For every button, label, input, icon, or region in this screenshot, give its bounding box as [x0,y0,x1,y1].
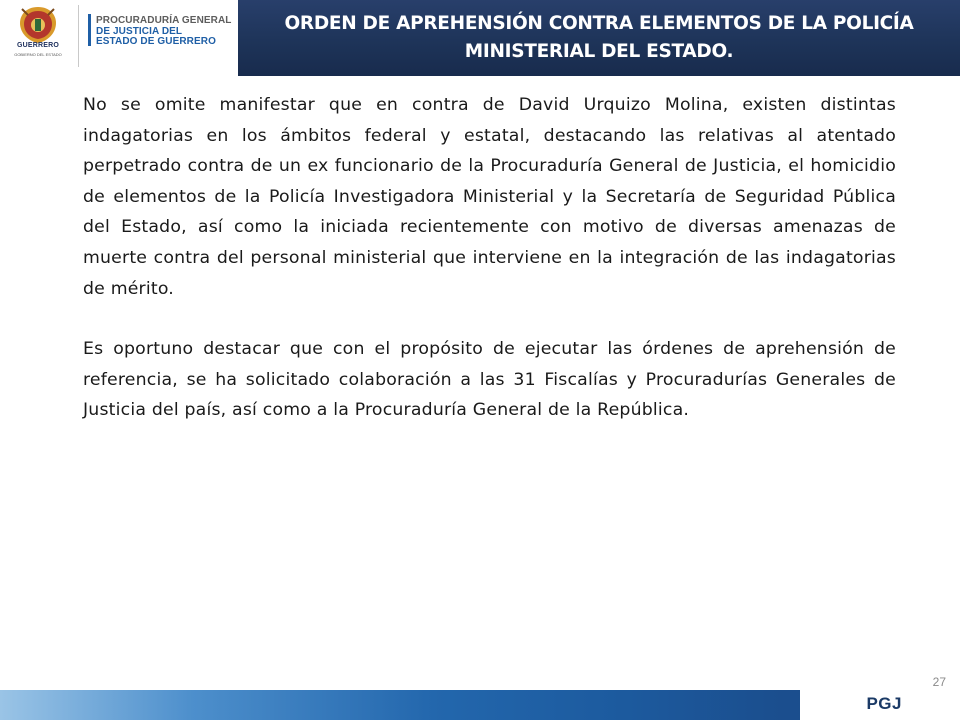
state-name: GUERRERO [16,42,60,49]
slide-header [0,0,960,78]
agency-name-line-3: ESTADO DE GUERRERO [96,36,216,47]
page-number: 27 [932,675,946,689]
slide-title: ORDEN DE APREHENSIÓN CONTRA ELEMENTOS DE LA POLICÍA MINISTERIAL DEL ESTADO. [284,13,914,62]
header-divider [78,5,79,67]
footer-label: PGJ [866,694,902,713]
agency-name-line-2: DE JUSTICIA DEL [96,26,183,37]
footer-bar [0,690,960,720]
agency-name-line-1: PROCURADURÍA GENERAL [96,15,232,26]
paragraph-2: Es oportuno destacar que con el propósito de ejecutar las órdenes de aprehensión de referencia, se ha solicitado colaboración a las 31 Fiscalías y Procuradurías Generales de Justicia del país, así como a la Procuraduría General de la República. [83,339,896,421]
slide-body [83,90,896,426]
state-subtitle: GOBIERNO DEL ESTADO [14,52,62,57]
paragraph-1: No se omite manifestar que en contra de David Urquizo Molina, existen distintas indagatorias en los ámbitos federal y estatal, destacando las relativas al atentado perpetrado contra de un ex funcionario de la Procuraduría General de Justicia, el homicidio de elementos de la Policía Investigadora Ministerial y la Secretaría de Seguridad Pública del Estado, así como la iniciada recientemente con motivo de diversas amenazas de muerte contra del personal ministerial que interviene en la integración de las indagatorias de mérito. [83,95,896,299]
title-bar [238,0,960,76]
guerrero-seal-icon [12,5,64,67]
